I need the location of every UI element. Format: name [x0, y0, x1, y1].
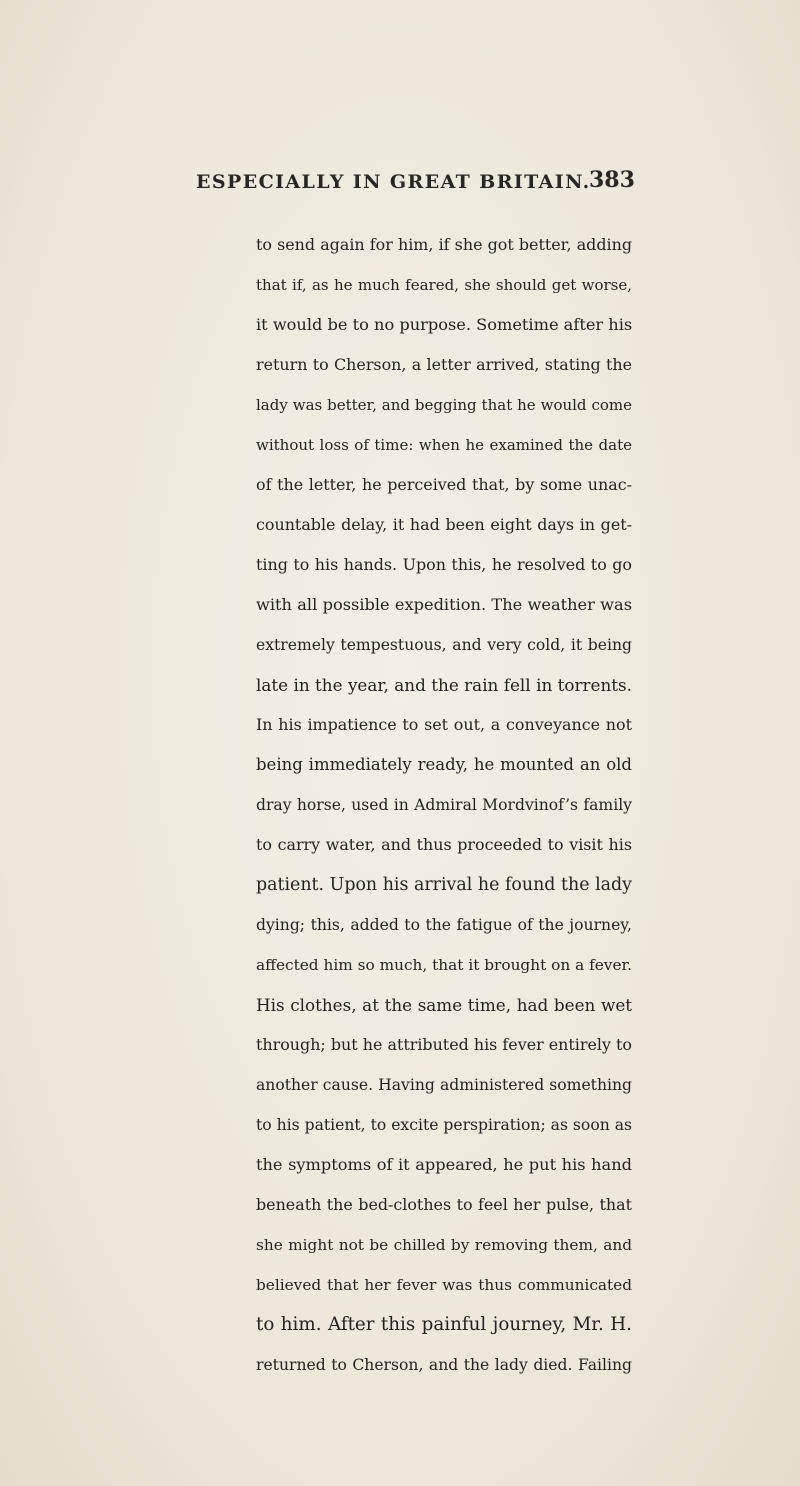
text-line: another cause. Having administered something — [256, 1076, 632, 1094]
text-line: being immediately ready, he mounted an old — [256, 755, 632, 774]
text-line: affected him so much, that it brought on a fever. — [256, 956, 632, 974]
text-line: late in the year, and the rain fell in torrents. — [256, 675, 632, 695]
text-line: dray horse, used in Admiral Mordvinof’s family — [256, 796, 632, 814]
text-line: dying; this, added to the fatigue of the journey, — [256, 916, 632, 934]
text-line: to send again for him, if she got better, adding — [256, 235, 632, 254]
text-line: with all possible expedition. The weather was — [256, 595, 632, 614]
text-line: without loss of time: when he examined the date — [256, 436, 632, 454]
text-line: of the letter, he perceived that, by some unac- — [256, 475, 632, 494]
text-line: patient. Upon his arrival he found the lady — [256, 875, 632, 895]
text-line: to him. After this painful journey, Mr. H. — [256, 1314, 632, 1335]
text-line: it would be to no purpose. Sometime after his — [256, 315, 633, 334]
text-line: In his impatience to set out, a conveyance not — [256, 715, 632, 734]
text-line: extremely tempestuous, and very cold, it being — [256, 636, 632, 654]
text-line: through; but he attributed his fever entirely to — [256, 1035, 632, 1054]
text-line: lady was better, and begging that he would come — [256, 396, 632, 414]
text-line: she might not be chilled by removing them, and — [256, 1236, 632, 1254]
text-line: to carry water, and thus proceeded to visit his — [256, 835, 632, 854]
text-line: returned to Cherson, and the lady died. Failing — [256, 1356, 632, 1374]
text-line: countable delay, it had been eight days in get- — [256, 515, 632, 534]
text-line: that if, as he much feared, she should get worse, — [256, 276, 632, 294]
text-line: beneath the bed-clothes to feel her pulse, that — [256, 1195, 632, 1214]
text-line: His clothes, at the same time, had been wet — [256, 995, 632, 1015]
running-head: ESPECIALLY IN GREAT BRITAIN. — [196, 171, 591, 193]
text-line: return to Cherson, a letter arrived, stating the — [256, 355, 632, 374]
text-line: to his patient, to excite perspiration; as soon as — [256, 1116, 633, 1134]
text-line: the symptoms of it appeared, he put his hand — [256, 1155, 632, 1174]
text-line: ting to his hands. Upon this, he resolved to go — [256, 555, 632, 574]
text-line: believed that her fever was thus communicated — [256, 1276, 632, 1294]
page-number: 383 — [589, 167, 635, 193]
